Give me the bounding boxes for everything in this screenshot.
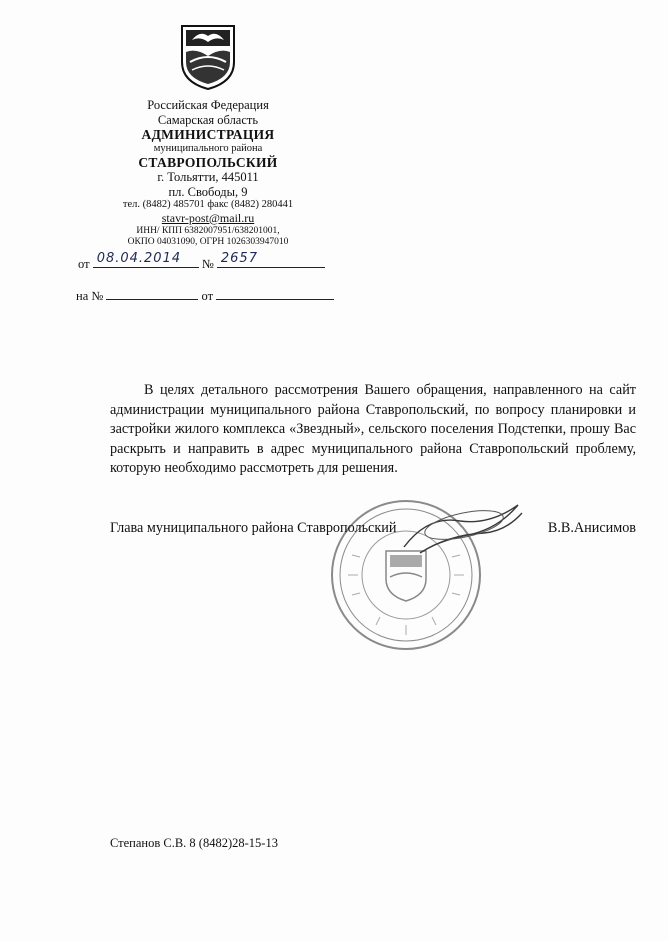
okpo-text: ОКПО 04031090, ОГРН 1026303947010 — [127, 236, 289, 247]
from-label: от — [78, 257, 90, 271]
region-text: Самарская область — [157, 112, 259, 127]
outgoing-number: 2657 — [220, 251, 258, 266]
district-title: СТАВРОПОЛЬСКИЙ — [138, 154, 278, 170]
country-text: Российская Федерация — [147, 98, 269, 112]
ot-label: от — [201, 289, 214, 303]
coat-of-arms-icon — [178, 22, 238, 92]
outgoing-date: 08.04.2014 — [96, 251, 182, 266]
letterhead — [90, 22, 326, 248]
incoming-number-field — [106, 286, 198, 300]
number-label: № — [201, 257, 214, 271]
phones-text: тел. (8482) 485701 факс (8482) 280441 — [122, 199, 294, 211]
outgoing-number-field — [217, 251, 325, 268]
handwritten-signature — [398, 495, 528, 565]
city-text: г. Тольятти, 445011 — [157, 170, 259, 185]
org-subtitle: муниципального района — [153, 142, 263, 154]
email-link[interactable]: stavr-post@mail.ru — [161, 210, 255, 225]
body-paragraph: В целях детального рассмотрения Вашего обращения, направленного на сайт администрации муниципального района Ставропольский, по вопросу планировки и застройки жилого комплекса «Звездный», сельского поселения Подстепки, прошу Вас раскрыть и направить в адрес муниципального района Ставропольский проблему, которую необходимо рассмотреть для решения. — [110, 382, 636, 476]
signatory-name: В.В.Анисимов — [547, 520, 636, 536]
incoming-ref-row — [76, 286, 334, 304]
signatory-role: Глава муниципального района Ставропольский — [110, 520, 397, 536]
na-label: на № — [76, 289, 104, 303]
executor-contact: Степанов С.В. 8 (8482)28-15-13 — [110, 836, 278, 850]
street-text: пл. Свободы, 9 — [168, 184, 248, 199]
outgoing-ref-row — [78, 251, 325, 272]
outgoing-date-field — [93, 251, 199, 268]
inn-text: ИНН/ КПП 6382007951/638201001, — [136, 225, 280, 236]
org-title: АДМИНИСТРАЦИЯ — [141, 127, 275, 142]
incoming-date-field — [216, 286, 334, 300]
letter-body — [110, 381, 636, 479]
